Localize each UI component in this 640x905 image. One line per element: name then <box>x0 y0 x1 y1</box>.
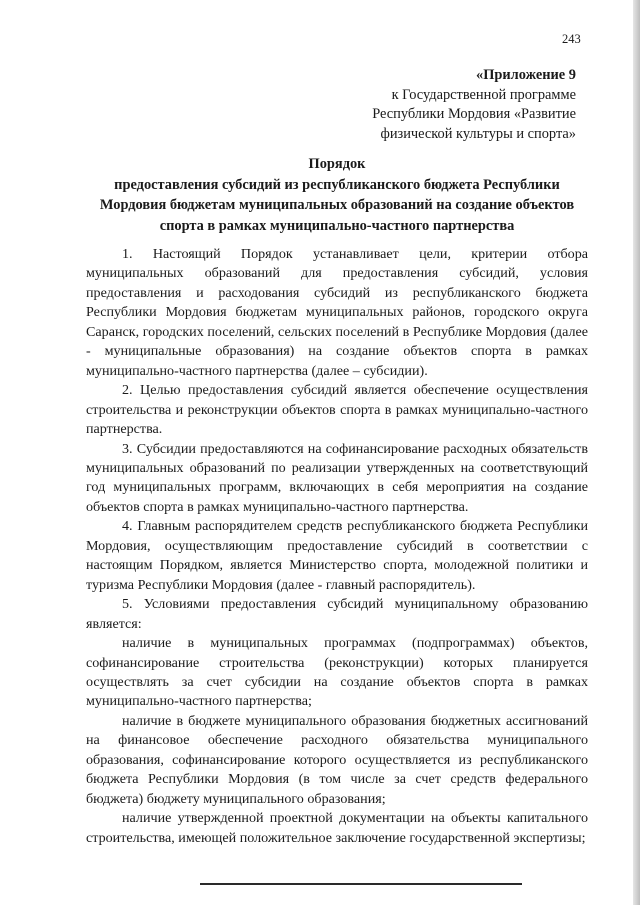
page-number: 243 <box>562 32 581 46</box>
appendix-line: к Государственной программе <box>391 86 576 103</box>
appendix-title: «Приложение 9 <box>476 67 576 83</box>
paragraph-2: 2. Целью предоставления субсидий является обеспечение осуществления строительства и реконструкции объектов спорта в рамках муниципально-частного партнерства. <box>86 382 588 438</box>
paragraph-1: 1. Настоящий Порядок устанавливает цели, критерии отбора муниципальных образований для предоставления субсидий, условия предоставления и расходования субсидий из республиканского бюджета Республики Мордовия бюджетам муниципальных районов, городского округа Саранск, городских поселений, сельских поселений в Республике Мордовия (далее - муниципальные образования) на создание объектов спорта в рамках муниципально-частного партнерства (далее – субсидии). <box>86 246 588 379</box>
heading-line: Мордовия бюджетам муниципальных образований на создание объектов <box>99 197 575 213</box>
paragraph-3: 3. Субсидии предоставляются на софинансирование расходных обязательств муниципальных образований по реализации утвержденных на соответствующий год муниципальных программ, включающих в себя мероприятия на создание объектов спорта в рамках муниципально-частного партнерства. <box>86 440 588 515</box>
appendix-line: физической культуры и спорта» <box>380 125 576 142</box>
appendix-line: Республики Мордовия «Развитие <box>372 106 576 122</box>
heading-title: Порядок <box>308 156 366 172</box>
condition-item: наличие в муниципальных программах (подпрограммах) объектов, софинансирование строительства (реконструкции) которых планируется осуществлять за счет субсидии на создание объектов спорта в рамках муниципально-частного партнерства; <box>86 635 588 710</box>
document-body <box>86 245 588 848</box>
footer-rule <box>200 883 522 885</box>
scan-edge-shadow <box>633 0 640 905</box>
appendix-block <box>316 66 576 144</box>
heading-line: спорта в рамках муниципально-частного партнерства <box>159 217 515 234</box>
condition-item: наличие в бюджете муниципального образования бюджетных ассигнований на финансовое обеспечение расходного обязательства муниципального образования, софинансирование которого осуществляется из республиканского бюджета Республики Мордовия (в том числе за счет средств федерального бюджета) бюджету муниципального образования; <box>86 712 588 807</box>
document-heading <box>72 154 602 236</box>
paragraph-5: 5. Условиями предоставления субсидий муниципальному образованию является: <box>86 596 588 632</box>
heading-line: предоставления субсидий из республиканского бюджета Республики <box>114 176 560 193</box>
paragraph-4: 4. Главным распорядителем средств республиканского бюджета Республики Мордовия, осуществляющим предоставление субсидий в соответствии с настоящим Порядком, является Министерство спорта, молодежной политики и туризма Республики Мордовия (далее - главный распорядитель). <box>86 518 588 593</box>
condition-item: наличие утвержденной проектной документации на объекты капитального строительства, имеющей положительное заключение государственной экспертизы; <box>86 810 588 846</box>
